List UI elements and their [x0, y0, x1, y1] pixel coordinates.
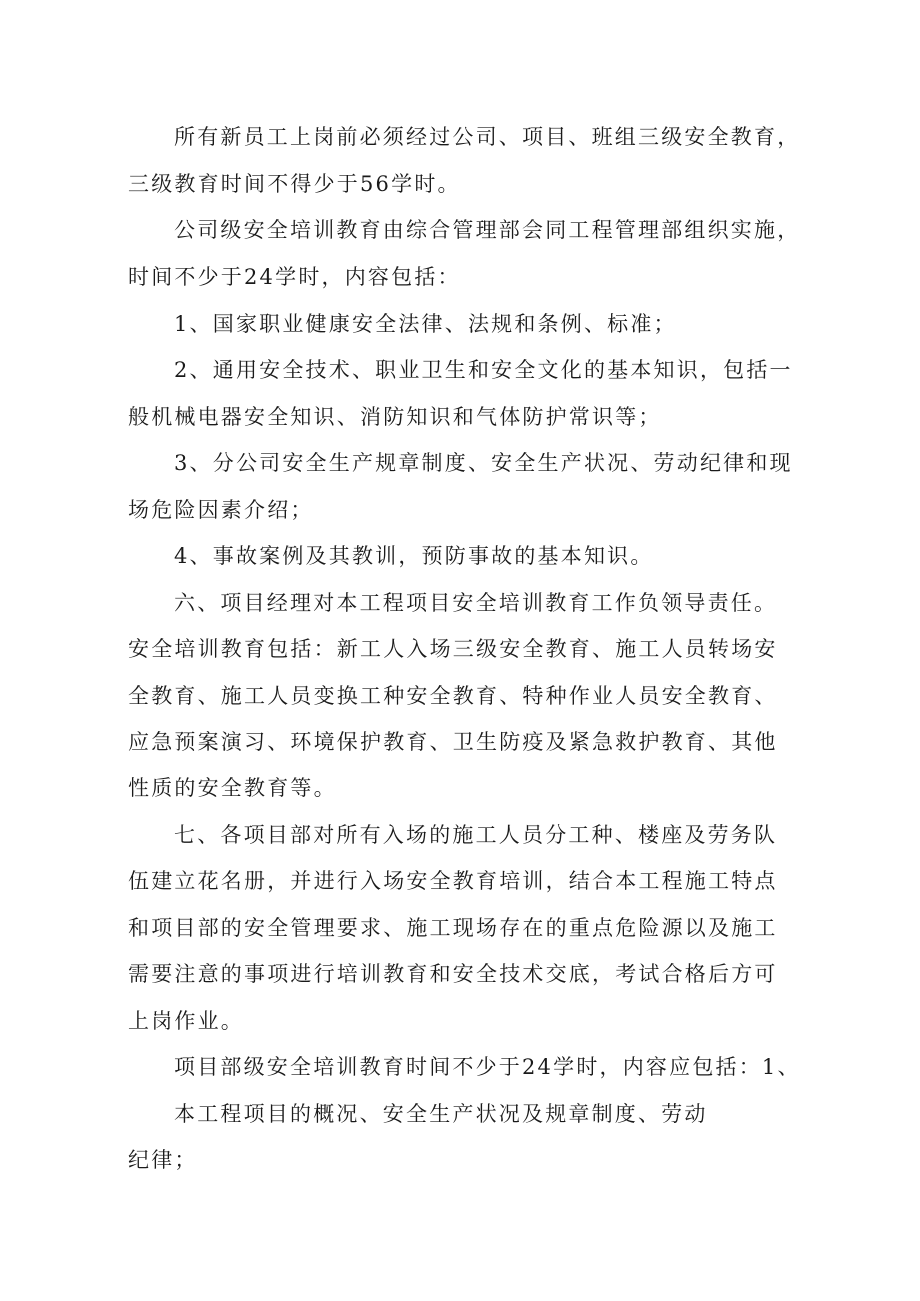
paragraph-line: 需要注意的事项进行培训教育和安全技术交底，考试合格后方可 — [128, 962, 778, 986]
paragraph-line: 公司级安全培训教育由综合管理部会同工程管理部组织实施， — [174, 218, 801, 242]
paragraph-line: 性质的安全教育等。 — [128, 776, 337, 800]
paragraph-line: 上岗作业。 — [128, 1009, 244, 1033]
paragraph-line: 项目部级安全培训教育时间不少于24学时，内容应包括：1、 — [174, 1055, 801, 1079]
list-item: 4、事故案例及其教训，预防事故的基本知识。 — [174, 544, 654, 568]
list-item-continuation: 场危险因素介绍； — [128, 498, 314, 522]
paragraph-line: 和项目部的安全管理要求、施工现场存在的重点危险源以及施工 — [128, 916, 778, 940]
list-item: 3、分公司安全生产规章制度、安全生产状况、劳动纪律和现 — [174, 451, 793, 475]
list-item: 2、通用安全技术、职业卫生和安全文化的基本知识，包括一 — [174, 358, 793, 382]
paragraph-line: 所有新员工上岗前必须经过公司、项目、班组三级安全教育， — [174, 125, 801, 149]
paragraph-line: 全教育、施工人员变换工种安全教育、特种作业人员安全教育、 — [128, 684, 778, 708]
paragraph-line: 应急预案演习、环境保护教育、卫生防疫及紧急救护教育、其他 — [128, 730, 778, 754]
paragraph-line: 本工程项目的概况、安全生产状况及规章制度、劳动 — [174, 1102, 708, 1126]
paragraph-line: 纪律； — [128, 1148, 198, 1172]
paragraph-line: 时间不少于24学时，内容包括： — [128, 265, 461, 289]
section-heading-line: 七、各项目部对所有入场的施工人员分工种、楼座及劳务队 — [174, 823, 778, 847]
paragraph-line: 三级教育时间不得少于56学时。 — [128, 172, 461, 196]
paragraph-line: 伍建立花名册，并进行入场安全教育培训，结合本工程施工特点 — [128, 869, 778, 893]
list-item: 1、国家职业健康安全法律、法规和条例、标准； — [174, 312, 677, 336]
section-heading-line: 六、项目经理对本工程项目安全培训教育工作负领导责任。 — [174, 591, 778, 615]
paragraph-line: 安全培训教育包括：新工人入场三级安全教育、施工人员转场安 — [128, 637, 778, 661]
list-item-continuation: 般机械电器安全知识、消防知识和气体防护常识等； — [128, 405, 662, 429]
